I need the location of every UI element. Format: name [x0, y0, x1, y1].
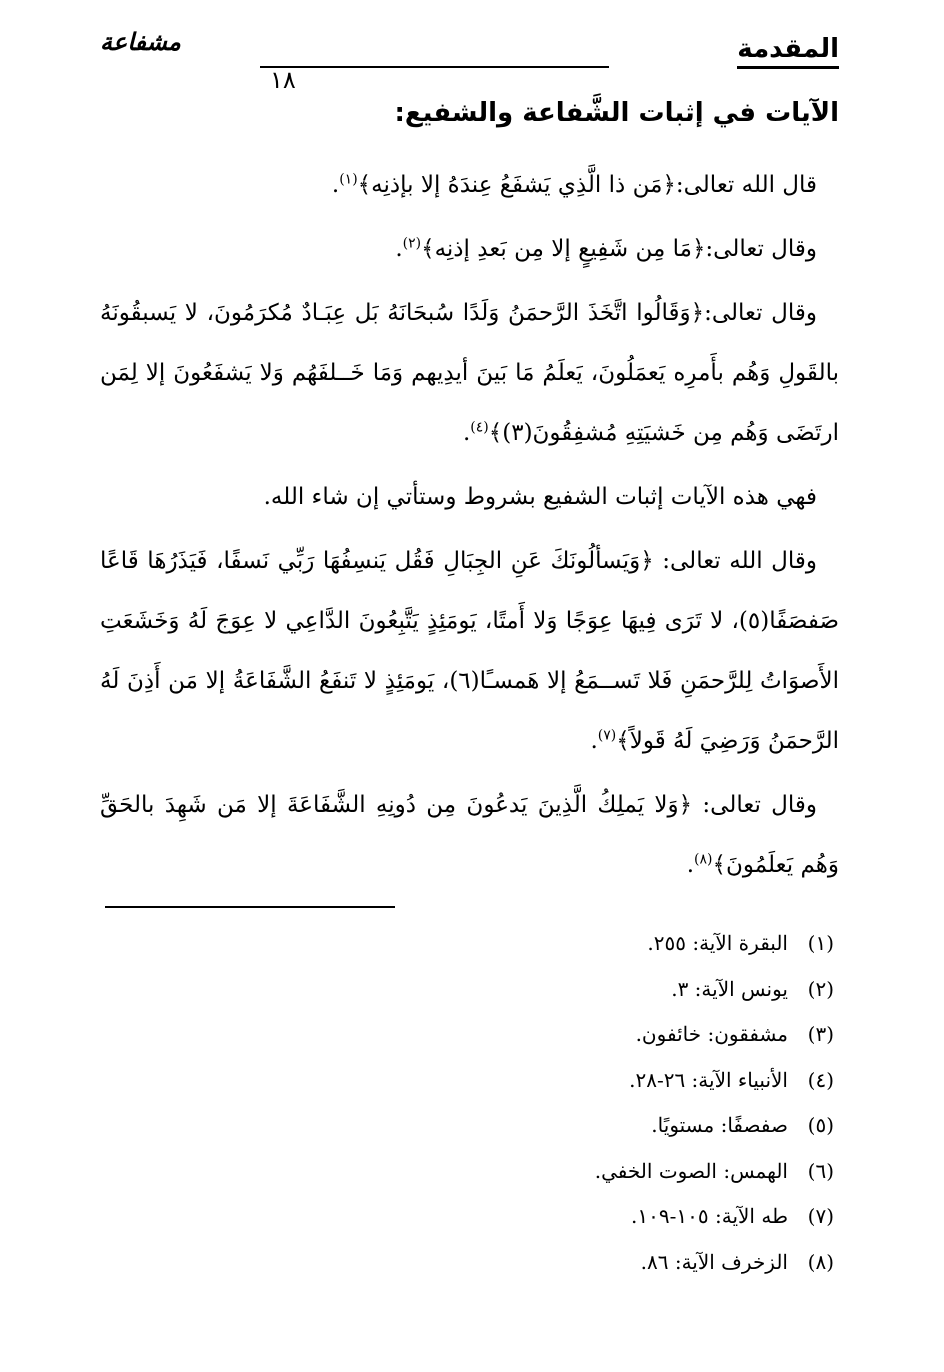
footnote-ref: (٢)	[402, 235, 422, 252]
footnote-text: مشفقون: خائفون.	[635, 1022, 788, 1046]
paragraph-tail: .	[462, 420, 471, 446]
footnote-ref: (١)	[339, 171, 358, 188]
footnote-text: يونس الآية: ٣.	[671, 976, 788, 1001]
footnote-number: (٥)	[807, 1113, 834, 1137]
footnote-number: (٣)	[807, 1022, 834, 1046]
footnote-item	[595, 1201, 834, 1247]
commentary-paragraph	[100, 467, 839, 527]
verse-paragraph	[100, 775, 839, 895]
section-heading: الآيات في إثبات الشَّفاعة والشفيع:	[394, 98, 839, 128]
footnote-item	[595, 1110, 834, 1156]
paragraph-tail: .	[590, 728, 598, 754]
paragraph-tail: .	[331, 172, 340, 198]
book-title: مشفاعة	[100, 28, 181, 56]
footnote-number: (١)	[807, 931, 834, 955]
verse-paragraph	[100, 219, 839, 279]
paragraph-text: وقال تعالى:﴿وَقَالُوا اتَّخَذَ الرَّحمَنُ وَلَدًا سُبحَانَهُ بَل عِبَـادٌ مُكرَمُونَ، لا يَسبقُونَهُ بالقَولِ وَهُم بأَمرِه يَعمَلُونَ، يَعلَمُ مَا بَينَ أيدِيهم وَمَا خَــلفَهُم وَلا يَشفَعُونَ إلا لِمَن ارتَضَى وَهُم مِن خَشيَتِهِ مُشفِقُونَ(٣)﴾	[100, 300, 839, 446]
footnote-text: الزخرف الآية: ٨٦.	[640, 1249, 788, 1274]
footnote-number: (٦)	[807, 1158, 834, 1183]
footnote-item	[595, 1247, 834, 1293]
page-number: ١٨	[270, 66, 296, 94]
verse-paragraph	[100, 155, 839, 215]
footnote-text: الأنبياء الآية: ٢٦-٢٨.	[629, 1067, 788, 1092]
footnote-text: الهمس: الصوت الخفي.	[594, 1158, 788, 1183]
footnote-number: (٧)	[807, 1204, 834, 1228]
paragraph-text: قال الله تعالى:﴿مَن ذا الَّذِي يَشفَعُ عِندَهُ إلا بإذنِه﴾	[357, 172, 817, 198]
footnote-ref: (٨)	[694, 851, 713, 868]
footnote-text: طه الآية: ١٠٥-١٠٩.	[631, 1204, 788, 1228]
footnotes-list	[595, 928, 834, 1292]
footnote-text: صفصفًا: مستويًا.	[651, 1113, 788, 1137]
paragraph-text: وقال تعالى:﴿مَا مِن شَفِيعٍ إلا مِن بَعدِ إذنِه﴾	[421, 236, 817, 262]
paragraph-text: وقال تعالى: ﴿وَلا يَملِكُ الَّذِينَ يَدعُونَ مِن دُونِهِ الشَّفَاعَةَ إلا مَن شَهِدَ بالحَقِّ وَهُم يَعلَمُونَ﴾	[100, 792, 839, 878]
footnote-item	[595, 974, 834, 1020]
paragraph-tail: .	[686, 852, 695, 878]
verse-paragraph	[100, 531, 839, 771]
footnote-number: (٢)	[807, 976, 834, 1001]
paragraph-tail: .	[395, 236, 403, 262]
footnote-number: (٨)	[807, 1249, 834, 1274]
footnote-item	[595, 1019, 834, 1065]
footnote-separator	[105, 906, 395, 908]
header-rule	[260, 66, 609, 68]
footnote-number: (٤)	[807, 1067, 834, 1092]
body-text	[100, 155, 839, 899]
paragraph-text: فهي هذه الآيات إثبات الشفيع بشروط وستأتي إن شاء الله.	[263, 484, 817, 510]
section-title: المقدمة	[737, 34, 839, 69]
footnote-item	[595, 1156, 834, 1202]
footnote-ref: (٧)	[597, 727, 617, 744]
footnote-item	[595, 1065, 834, 1111]
verse-paragraph	[100, 283, 839, 463]
footnote-ref: (٤)	[470, 419, 489, 436]
footnote-item	[595, 928, 834, 974]
paragraph-text: وقال الله تعالى: ﴿وَيَسألُونَكَ عَنِ الجِبَالِ فَقُل يَنسِفُهَا رَبِّي نَسفًا، فَيَذَرُهَا قَاعًا صَفصَفًا(٥)، لا تَرَى فِيهَا عِوَجًا وَلا أَمتًا، يَومَئِذٍ يَتَّبِعُونَ الدَّاعِي لا عِوَجَ لَهُ وَخَشَعَتِ الأَصوَاتُ لِلرَّحمَنِ فَلا تَســمَعُ إلا هَمسـًا(٦)، يَومَئِذٍ لا تَنفَعُ الشَّفَاعَةُ إلا مَن أَذِنَ لَهُ الرَّحمَنُ وَرَضِيَ لَهُ قَولاً﴾	[100, 548, 839, 754]
page-header	[100, 28, 839, 94]
footnote-text: البقرة الآية: ٢٥٥.	[647, 931, 788, 955]
